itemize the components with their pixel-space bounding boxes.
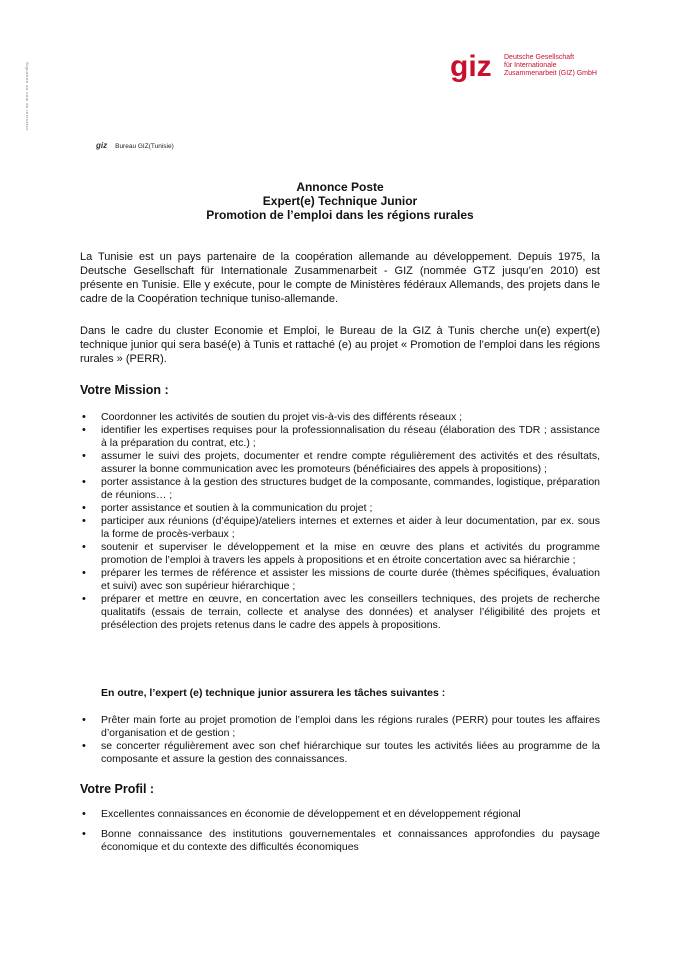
- bullet-icon: •: [82, 502, 86, 514]
- list-item: • participer aux réunions (d’équipe)/ateliers internes et externes et aider à leur documentation, par ex. sous la forme de procès-verbaux ;: [82, 515, 600, 540]
- logo-line: Deutsche Gesellschaft: [504, 54, 575, 61]
- additional-tasks-list: [80, 714, 600, 766]
- additional-tasks-heading: En outre, l’expert (e) technique junior assurera les tâches suivantes :: [101, 687, 446, 699]
- list-item: • Prêter main forte au projet promotion de l’emploi dans les régions rurales (PERR) pour toutes les affaires d’organisation et de gestion ;: [82, 714, 600, 739]
- bullet-icon: •: [82, 541, 86, 553]
- profile-list: [80, 808, 600, 861]
- side-note: Signature au nom du recruteur: [25, 62, 30, 131]
- mission-heading: Votre Mission :: [80, 383, 169, 397]
- list-item: • Bonne connaissance des institutions gouvernementales et connaissances approfondies du paysage économique et du contexte des difficultés économiques: [82, 828, 600, 853]
- bullet-icon: •: [82, 476, 86, 488]
- mission-list: [80, 411, 600, 632]
- intro-paragraph: La Tunisie est un pays partenaire de la coopération allemande au développement. Depuis 1975, la Deutsche Gesellschaft für Internationale Zusammenarbeit - GIZ (nommée GTZ jusqu’en 2010) est présente en Tunisie. Elle y exécute, pour le compte de Ministères fédéraux Allemands, des projets dans le cadre de la Coopération technique tuniso-allemande.: [80, 251, 600, 305]
- bullet-icon: •: [82, 567, 86, 579]
- context-paragraph: Dans le cadre du cluster Economie et Emploi, le Bureau de la GIZ à Tunis cherche un(e) expert(e) technique junior qui sera basé(e) à Tunis et rattaché (e) au projet « Promotion de l’emploi dans les régions rurales » (PERR).: [80, 325, 600, 365]
- list-item: • préparer et mettre en œuvre, en concertation avec les conseillers techniques, des projets de recherche qualitatifs (essais de terrain, collecte et analyse des données) et analyser l’éligibilité des projets et présélection des projets retenus dans le cadre des appels à propositions.: [82, 593, 600, 631]
- bureau-label: Bureau GIZ(Tunisie): [115, 143, 174, 150]
- list-item: • identifier les expertises requises pour la professionnalisation du réseau (élaboration des TDR ; assistance à la préparation du contrat, etc.) ;: [82, 424, 600, 449]
- small-giz-logo: giz: [96, 141, 108, 150]
- svg-text:giz: giz: [450, 50, 492, 83]
- list-item: • soutenir et superviser le développement et la mise en œuvre des plans et activités du programme promotion de l’emploi à travers les appels à propositions et en étroite concertation avec sa hiérarchie ;: [82, 541, 600, 566]
- bullet-icon: •: [82, 450, 86, 462]
- title-line-2: Expert(e) Technique Junior: [262, 194, 418, 208]
- bullet-icon: •: [82, 424, 86, 436]
- list-item: • porter assistance et soutien à la communication du projet ;: [82, 502, 373, 514]
- list-item: • assumer le suivi des projets, documenter et rendre compte régulièrement des activités et des résultats, assurer la bonne communication avec les promoteurs (bénéficiaires des appels à propositions) ;: [82, 450, 600, 475]
- profile-heading: Votre Profil :: [80, 782, 155, 796]
- bullet-icon: •: [82, 714, 86, 726]
- list-item: • préparer les termes de référence et assister les missions de courte durée (thèmes spécifiques, évaluation et suivi) avec son supérieur hiérarchique ;: [82, 567, 600, 592]
- bullet-icon: •: [82, 808, 86, 820]
- title-line-1: Annonce Poste: [296, 180, 384, 194]
- giz-logo: [450, 50, 597, 90]
- document-header: [96, 141, 174, 150]
- giz-logo-mark: [450, 50, 500, 90]
- list-item: • Coordonner les activités de soutien du projet vis-à-vis des différents réseaux ;: [82, 411, 463, 423]
- announcement-title: [80, 180, 600, 222]
- bullet-icon: •: [82, 411, 86, 423]
- list-item: • se concerter régulièrement avec son chef hiérarchique sur toutes les activités liées au programme de la composante et assure la gestion des connaissances.: [82, 740, 600, 765]
- bullet-icon: •: [82, 515, 86, 527]
- list-item: • porter assistance à la gestion des structures budget de la composante, commandes, logistique, préparation de réunions… ;: [82, 476, 600, 501]
- giz-logo-text: [504, 54, 597, 78]
- bullet-icon: •: [82, 593, 86, 605]
- title-line-3: Promotion de l’emploi dans les régions rurales: [206, 208, 474, 222]
- logo-line: Zusammenarbeit (GIZ) GmbH: [504, 70, 597, 77]
- logo-line: für Internationale: [504, 62, 557, 69]
- list-item: • Excellentes connaissances en économie de développement et en développement régional: [82, 808, 521, 820]
- bullet-icon: •: [82, 740, 86, 752]
- bullet-icon: •: [82, 828, 86, 840]
